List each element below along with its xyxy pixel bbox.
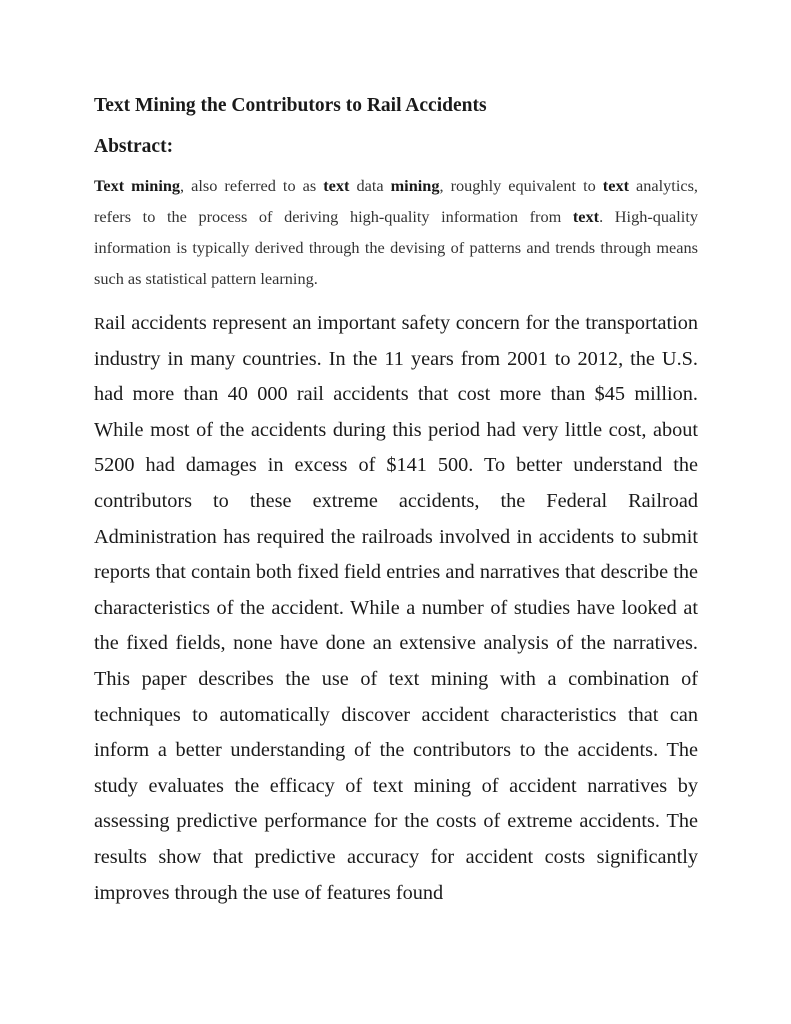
abstract-term: text	[572, 207, 600, 226]
abstract-text: . High-quality information is typically derived through the devising of patterns and trends through means such as statistical pattern learning.	[94, 207, 698, 288]
page-title: Text Mining the Contributors to Rail Accidents	[94, 95, 487, 116]
abstract-heading: Abstract:	[94, 136, 174, 157]
abstract-term: mining	[390, 176, 440, 195]
abstract-text: , also referred to as	[180, 176, 324, 195]
abstract-term: text	[602, 176, 630, 195]
body-text: ail accidents represent an important safety concern for the transportation industry in many countries. In the 11 years from 2001 to 2012, the U.S. had more than 40 000 rail accidents that cost more than $45 million. While most of the accidents during this period had very little cost, about 5200 had damages in excess of $141 500. To better understand the contributors to these extreme accidents, the Federal Railroad Administration has required the railroads involved in accidents to submit reports that contain both fixed field entries and narratives that describe the characteristics of the accident. While a number of studies have looked at the fixed fields, none have done an extensive analysis of the narratives. This paper describes the use of text mining with a combination of techniques to automatically discover accident characteristics that can inform a better understanding of the contributors to the accidents. The study evaluates the efficacy of text mining of accident narratives by assessing predictive performance for the costs of extreme accidents. The results show that predictive accuracy for accident costs significantly improves through the use of features found	[94, 312, 698, 904]
body-first-letter: R	[94, 314, 106, 333]
body-paragraph	[94, 306, 698, 911]
abstract-text: analytics, refers to the process of deriving high-quality information from	[94, 176, 698, 226]
abstract-paragraph	[94, 170, 698, 294]
abstract-text: data	[349, 176, 391, 195]
abstract-term: text	[323, 176, 350, 195]
abstract-term: Text mining	[94, 176, 181, 195]
abstract-text: , roughly equivalent to	[439, 176, 603, 195]
